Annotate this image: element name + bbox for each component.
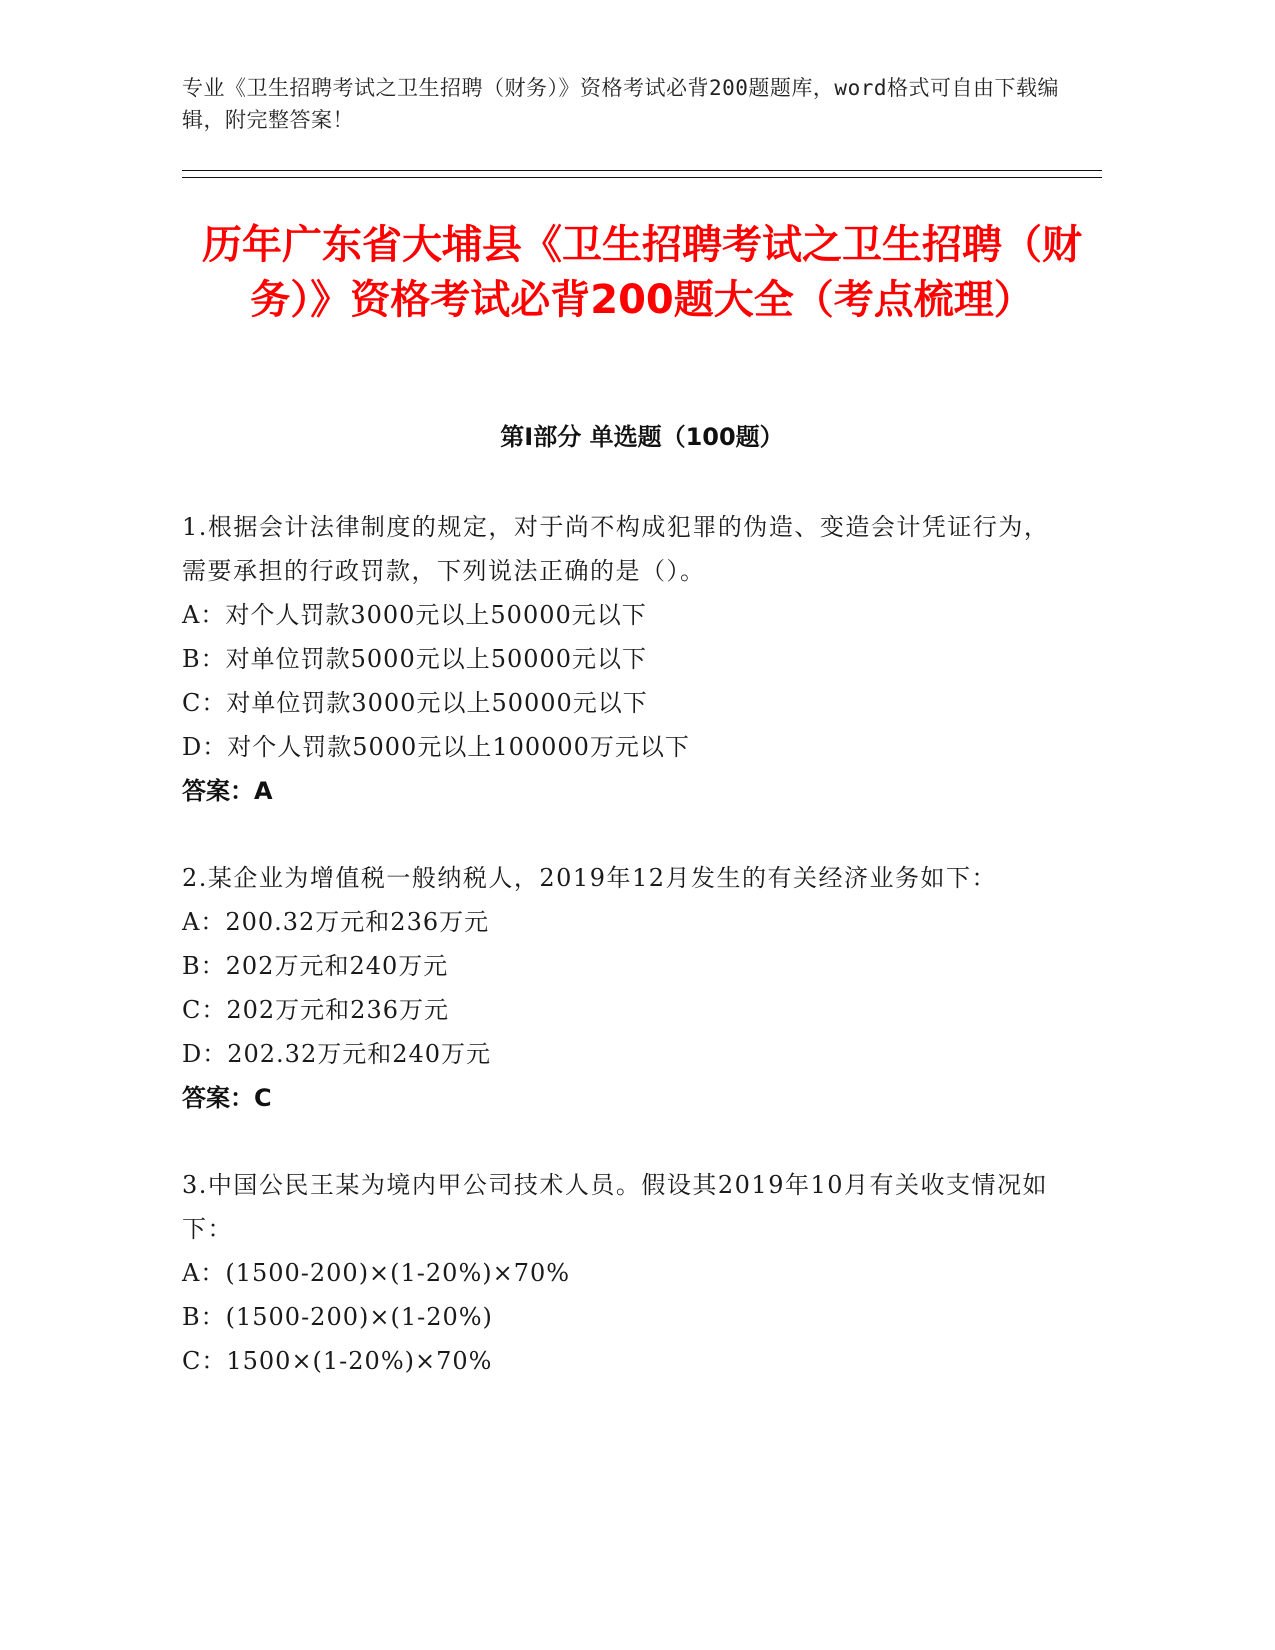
document-title: 历年广东省大埔县《卫生招聘考试之卫生招聘（财务）》资格考试必背200题大全（考点梳理）	[202, 222, 1082, 323]
header-note: 专业《卫生招聘考试之卫生招聘（财务）》资格考试必背200题题库，word格式可自由下载编辑，附完整答案！	[182, 76, 1059, 132]
option-b: B：对单位罚款5000元以上50000元以下	[182, 645, 648, 673]
option-a: A：对个人罚款3000元以上50000元以下	[182, 601, 647, 629]
question-item	[182, 505, 1062, 813]
header-rule-top	[182, 170, 1102, 171]
answer-line: 答案：A	[182, 777, 273, 805]
question-stem: 2.某企业为增值税一般纳税人，2019年12月发生的有关经济业务如下：	[182, 864, 998, 892]
answer-line: 答案：C	[182, 1084, 272, 1112]
option-b: B：(1500-200)×(1-20%)	[182, 1303, 493, 1331]
question-stem: 1.根据会计法律制度的规定，对于尚不构成犯罪的伪造、变造会计凭证行为，需要承担的行政罚款，下列说法正确的是（）。	[182, 513, 1050, 585]
option-d: D：202.32万元和240万元	[182, 1040, 492, 1068]
question-list	[182, 505, 1062, 1426]
question-stem: 3.中国公民王某为境内甲公司技术人员。假设其2019年10月有关收支情况如下：	[182, 1171, 1049, 1243]
option-b: B：202万元和240万元	[182, 952, 449, 980]
option-a: A：200.32万元和236万元	[182, 908, 490, 936]
question-item	[182, 1163, 1062, 1383]
option-d: D：对个人罚款5000元以上100000万元以下	[182, 733, 690, 761]
section-heading: 第I部分 单选题（100题）	[500, 423, 784, 451]
question-item	[182, 856, 1062, 1120]
option-c: C：202万元和236万元	[182, 996, 449, 1024]
option-a: A：(1500-200)×(1-20%)×70%	[182, 1259, 571, 1287]
option-c: C：对单位罚款3000元以上50000元以下	[182, 689, 648, 717]
option-c: C：1500×(1-20%)×70%	[182, 1347, 493, 1375]
header-rule-bottom	[182, 177, 1102, 178]
